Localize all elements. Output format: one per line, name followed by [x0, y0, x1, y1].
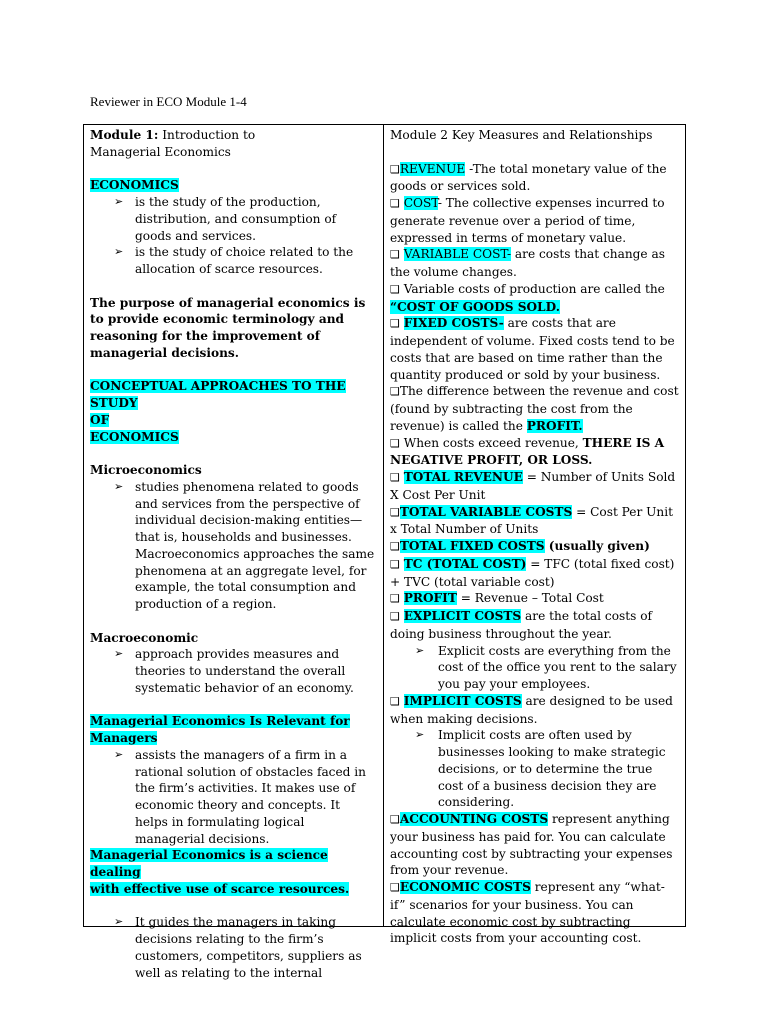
variable-cost-entry: ❑ VARIABLE COST- are costs that change as the volume changes.	[390, 247, 665, 279]
list-item: ➢ It guides the managers in taking decisions relating to the firm’s customers, competitors, suppliers as well as relating to the internal	[90, 914, 376, 981]
loss-entry: ❑ When costs exceed revenue, THERE IS A NEGATIVE PROFIT, OR LOSS.	[390, 435, 665, 468]
list-item: ➢ Explicit costs are everything from the cost of the office you rent to the salary you pay your employees.	[390, 643, 679, 693]
module1-title-b: Managerial Economics	[90, 144, 231, 159]
module2-heading: Module 2 Key Measures and Relationships	[390, 128, 653, 142]
module1-title-a: Introduction to	[158, 128, 256, 142]
checkbox-square-icon: ❑	[390, 436, 400, 450]
total-fixed-costs-entry: ❑TOTAL FIXED COSTS (usually given)	[390, 539, 650, 553]
checkbox-square-icon: ❑	[390, 197, 400, 210]
checkbox-square-icon: ❑	[390, 282, 400, 296]
total-variable-costs-entry: ❑TOTAL VARIABLE COSTS = Cost Per Unit x Total Number of Units	[390, 504, 673, 537]
checkbox-square-icon: ❑	[390, 610, 400, 623]
total-revenue-entry: ❑ TOTAL REVENUE = Number of Units Sold X Cost Per Unit	[390, 470, 676, 502]
checkbox-square-icon: ❑	[390, 162, 400, 176]
checkbox-square-icon: ❑	[390, 694, 400, 708]
list-item: ➢ is the study of the production, distribution, and consumption of goods and services.	[90, 194, 376, 244]
left-column	[84, 125, 384, 980]
checkbox-square-icon: ❑	[390, 592, 400, 606]
checkbox-square-icon: ❑	[390, 540, 400, 553]
notes-table	[83, 124, 686, 980]
checkbox-square-icon: ❑	[390, 881, 400, 894]
checkbox-square-icon: ❑	[390, 505, 400, 519]
cogs-entry: ❑ Variable costs of production are called the “COST OF GOODS SOLD.	[390, 281, 665, 314]
micro-heading: Microeconomics	[90, 463, 202, 477]
checkbox-square-icon: ❑	[390, 557, 400, 571]
economics-heading: ECONOMICS	[90, 178, 179, 193]
revenue-entry: ❑REVENUE -The total monetary value of the goods or services sold.	[390, 161, 667, 194]
profit-entry: ❑The difference between the revenue and cost (found by subtracting the cost from the revenue) is called the PROFIT.	[390, 384, 679, 433]
list-item: ➢ approach provides measures and theories to understand the overall systematic behavior of an economy.	[90, 646, 376, 696]
module1-label: Module 1:	[90, 128, 159, 142]
document-title: Reviewer in ECO Module 1-4	[90, 94, 247, 109]
list-item: ➢ is the study of choice related to the allocation of scarce resources.	[90, 244, 376, 278]
checkbox-square-icon: ❑	[390, 471, 400, 484]
list-item: ➢ studies phenomena related to goods and services from the perspective of individual decision-making entities—that is, households and businesses. Macroeconomics approaches the same phenomena at an aggregate level, for example, the total consumption and production of a region.	[90, 479, 376, 613]
accounting-costs-entry: ❑ACCOUNTING COSTS represent anything your business has paid for. You can calculate accounting cost by subtracting your expenses from your revenue.	[390, 812, 673, 878]
approaches-heading: CONCEPTUAL APPROACHES TO THE STUDY OF ECONOMICS	[90, 379, 346, 444]
profit-formula-entry: ❑ PROFIT = Revenue – Total Cost	[390, 591, 604, 606]
checkbox-square-icon: ❑	[390, 813, 400, 826]
macro-heading: Macroeconomic	[90, 630, 199, 645]
list-item: ➢ Implicit costs are often used by businesses looking to make strategic decisions, or to determine the true cost of a business decision they are considering.	[390, 727, 679, 811]
implicit-costs-entry: ❑ IMPLICIT COSTS are designed to be used when making decisions.	[390, 693, 673, 726]
explicit-costs-entry: ❑ EXPLICIT COSTS are the total costs of doing business throughout the year.	[390, 609, 653, 641]
cost-entry: ❑ COST- The collective expenses incurred to generate revenue over a period of time, expressed in terms of monetary value.	[390, 196, 665, 245]
fixed-cost-entry: ❑ FIXED COSTS- are costs that are independent of volume. Fixed costs tend to be costs that are based on time rather than the quantity produced or sold by your business.	[390, 316, 675, 382]
relevant-heading: Managerial Economics Is Relevant for Managers	[90, 714, 350, 745]
module1-heading	[90, 127, 376, 161]
total-cost-entry: ❑ TC (TOTAL COST) = TFC (total fixed cost) + TVC (total variable cost)	[390, 556, 675, 589]
economics-list	[90, 194, 376, 278]
checkbox-square-icon: ❑	[390, 317, 400, 331]
economic-costs-entry: ❑ECONOMIC COSTS represent any “what-if” scenarios for your business. You can calculate economic cost by subtracting implicit costs from your accounting cost.	[390, 880, 665, 946]
science-heading: Managerial Economics is a science dealing with effective use of scarce resources.	[90, 848, 350, 896]
right-column	[384, 125, 685, 946]
checkbox-square-icon: ❑	[390, 248, 400, 262]
checkbox-square-icon: ❑	[390, 385, 400, 399]
purpose-paragraph: The purpose of managerial economics is to provide economic terminology and reasoning for the improvement of managerial decisions.	[90, 295, 366, 360]
list-item: ➢ assists the managers of a firm in a rational solution of obstacles faced in the firm’s activities. It makes use of economic theory and concepts. It helps in formulating logical managerial decisions.	[90, 747, 376, 848]
